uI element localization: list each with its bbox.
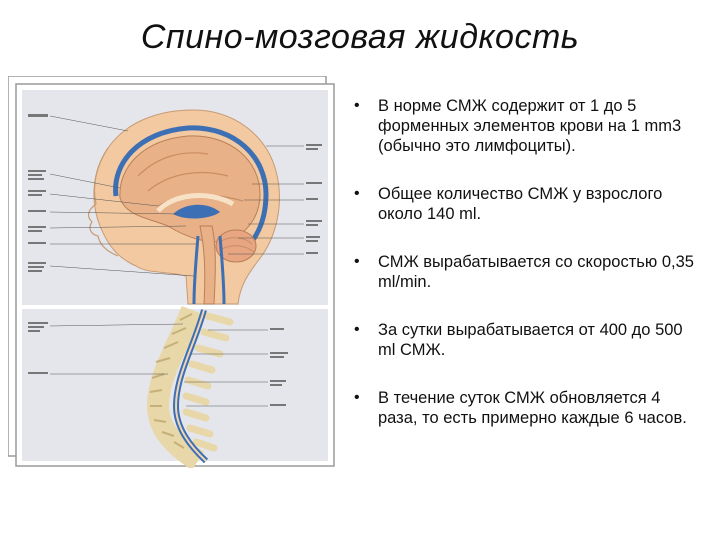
csf-anatomy-illustration — [8, 76, 338, 468]
fact-item — [352, 96, 702, 156]
fact-text: СМЖ вырабатывается со скоростью 0,35 ml/min. — [378, 253, 694, 291]
fact-item — [352, 388, 702, 428]
fact-list — [352, 96, 702, 456]
fact-text: Общее количество СМЖ у взрослого около 140 ml. — [378, 185, 663, 223]
fact-text: За сутки вырабатывается от 400 до 500 ml СМЖ. — [378, 321, 683, 359]
csf-anatomy-figure — [8, 76, 338, 468]
slide-title: Спино-мозговая жидкость — [140, 18, 580, 56]
bullet-dot: • — [354, 185, 360, 202]
bullet-dot: • — [354, 389, 360, 406]
fact-text: В норме СМЖ содержит от 1 до 5 форменных элементов крови на 1 mm3 (обычно это лимфоциты). — [378, 97, 682, 155]
fact-text: В течение суток СМЖ обновляется 4 раза, то есть примерно каждые 6 часов. — [378, 389, 687, 427]
bullet-dot: • — [354, 253, 360, 270]
fact-item — [352, 184, 702, 224]
bullet-dot: • — [354, 97, 360, 114]
fact-item — [352, 252, 702, 292]
bullet-dot: • — [354, 321, 360, 338]
fact-item — [352, 320, 702, 360]
